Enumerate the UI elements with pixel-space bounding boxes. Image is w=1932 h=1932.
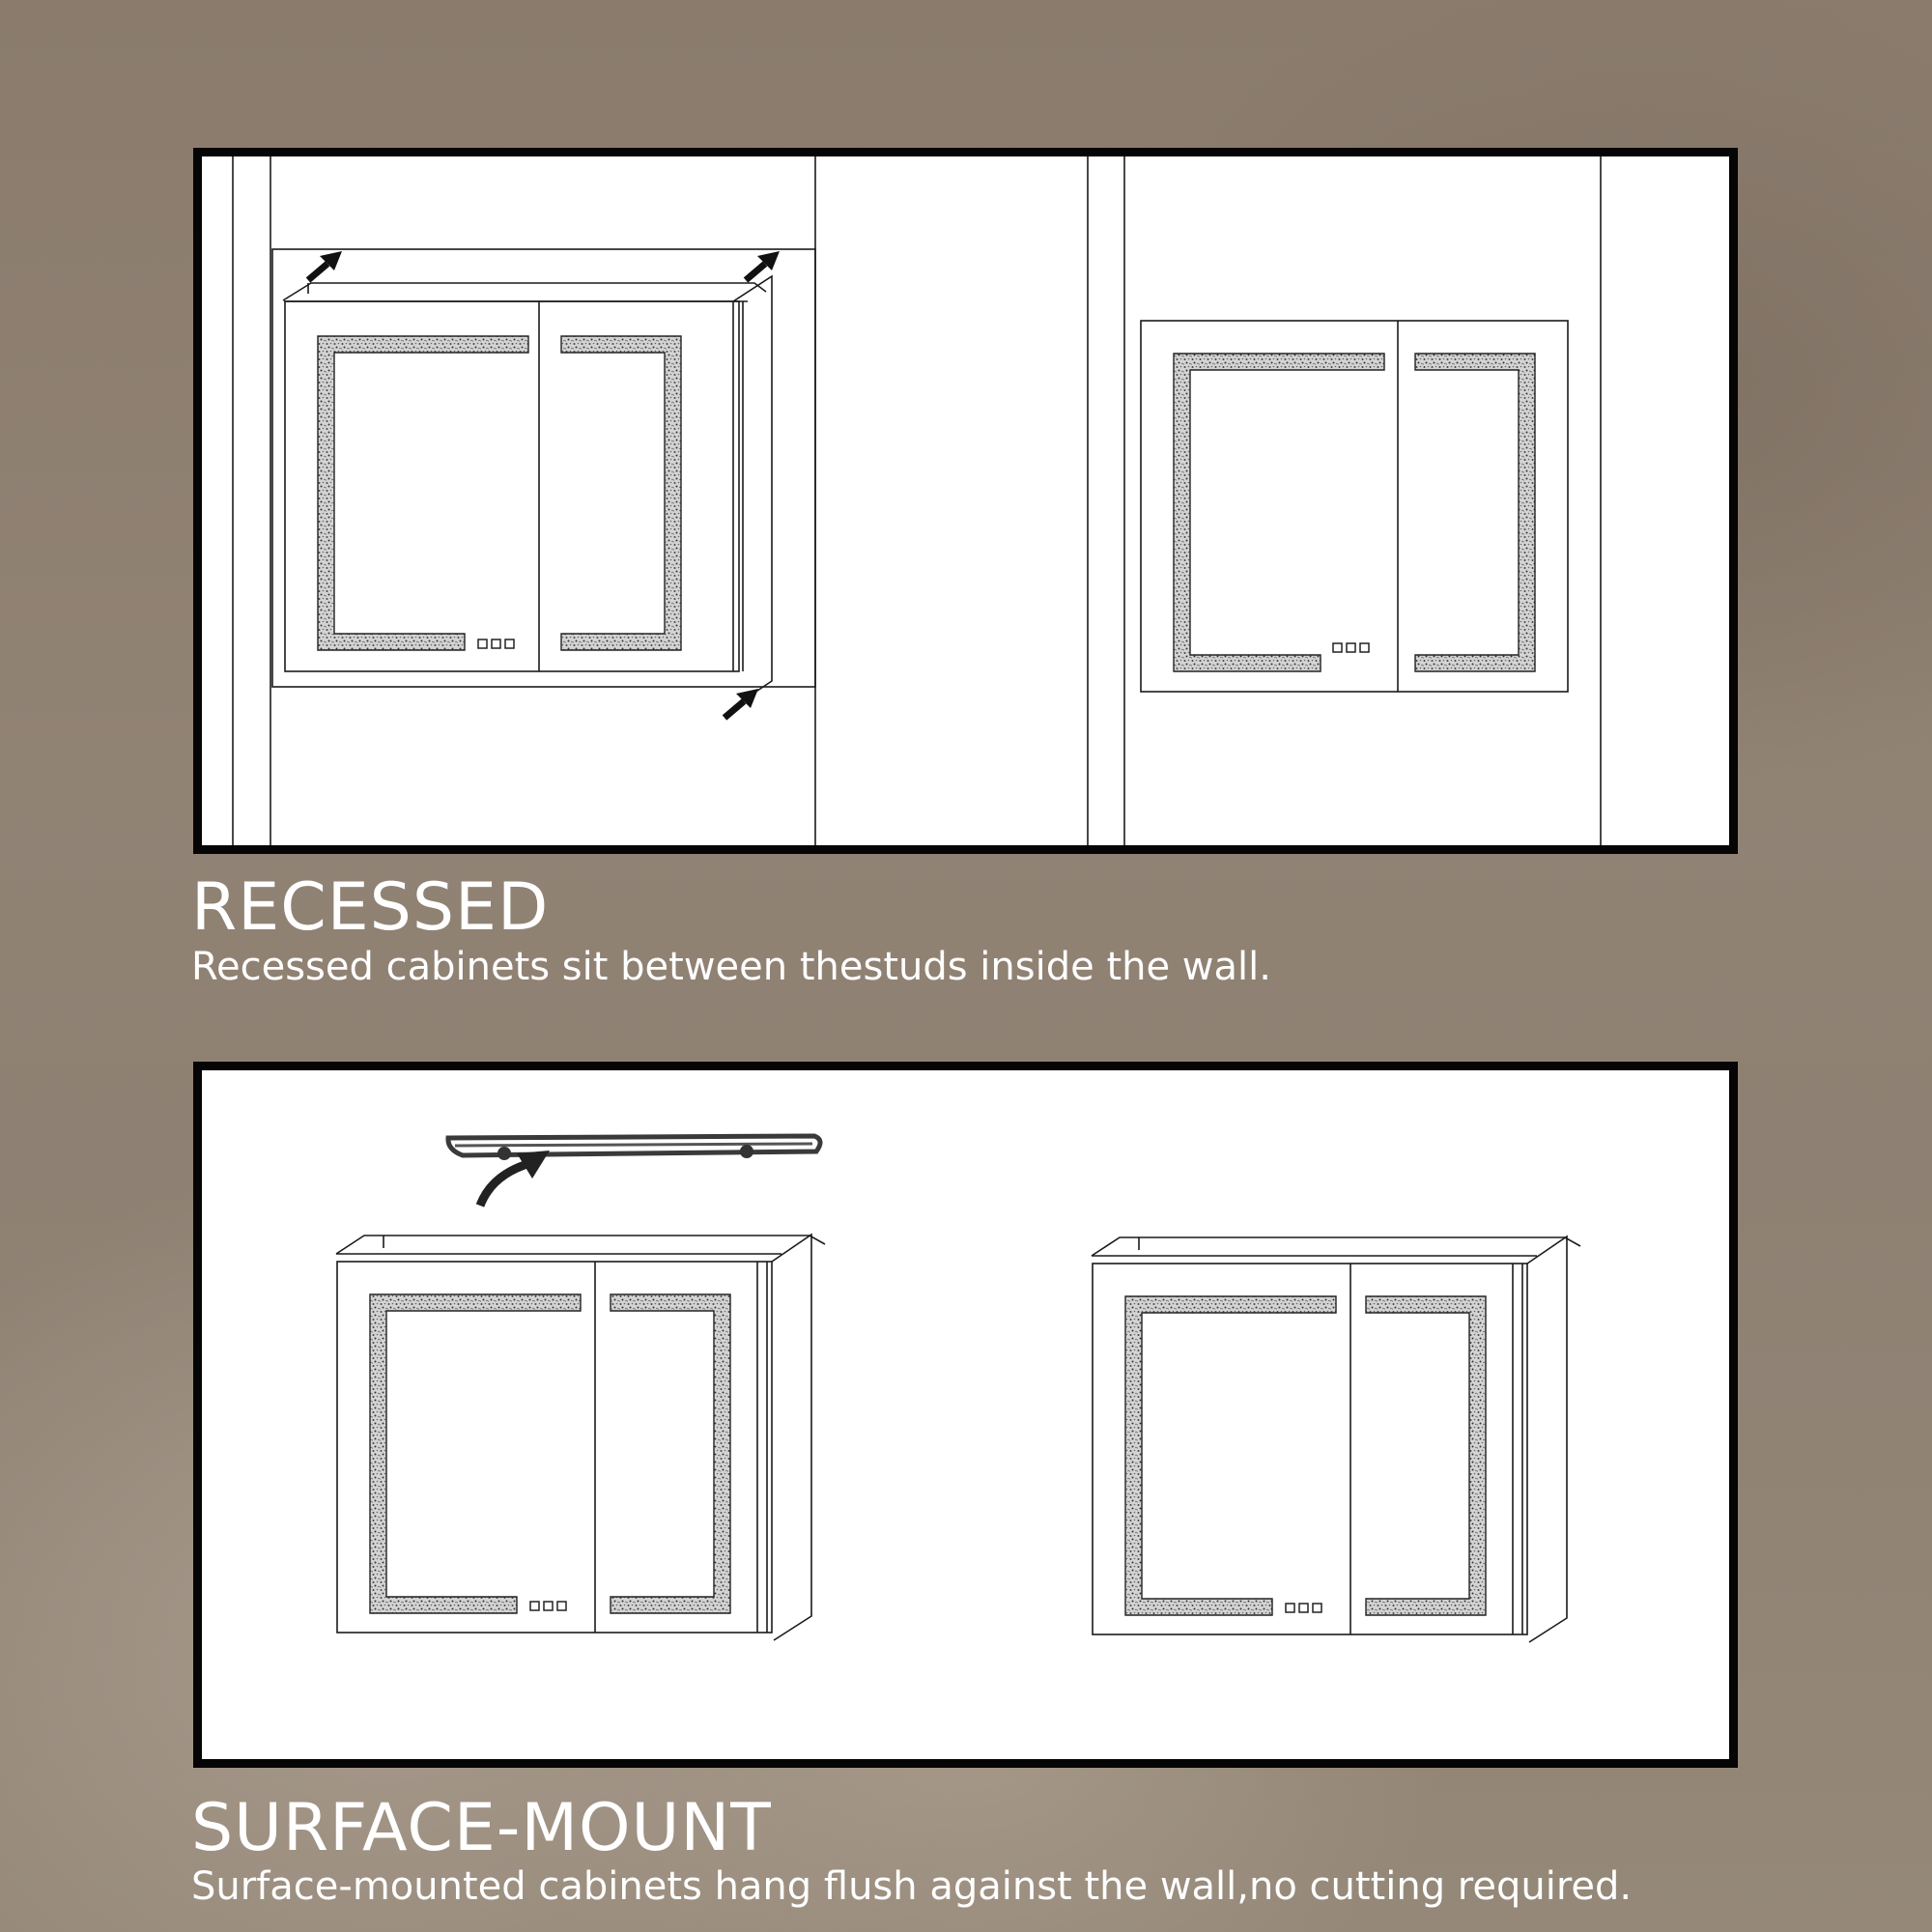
recessed-cabinet-installed <box>1141 321 1568 692</box>
surface-mount-title: SURFACE-MOUNT <box>191 1790 772 1866</box>
surface-mount-illustration <box>202 1070 1729 1759</box>
surface-cabinet-right <box>1092 1236 1580 1642</box>
mounting-rail <box>448 1136 820 1206</box>
install-arrow-top-left <box>308 251 342 280</box>
install-arrow-bottom-right <box>724 689 758 718</box>
surface-mount-caption: Surface-mounted cabinets hang flush against the wall,no cutting required. <box>191 1864 1633 1909</box>
recessed-caption: Recessed cabinets sit between thestuds inside the wall. <box>191 945 1271 989</box>
recessed-illustration <box>202 156 1729 845</box>
recessed-title: RECESSED <box>191 869 550 946</box>
recessed-cabinet-left <box>284 301 748 671</box>
surface-mount-diagram-panel <box>193 1062 1738 1768</box>
surface-cabinet-left <box>336 1235 825 1640</box>
recessed-diagram-panel <box>193 148 1738 854</box>
install-arrow-top-right <box>746 251 780 280</box>
